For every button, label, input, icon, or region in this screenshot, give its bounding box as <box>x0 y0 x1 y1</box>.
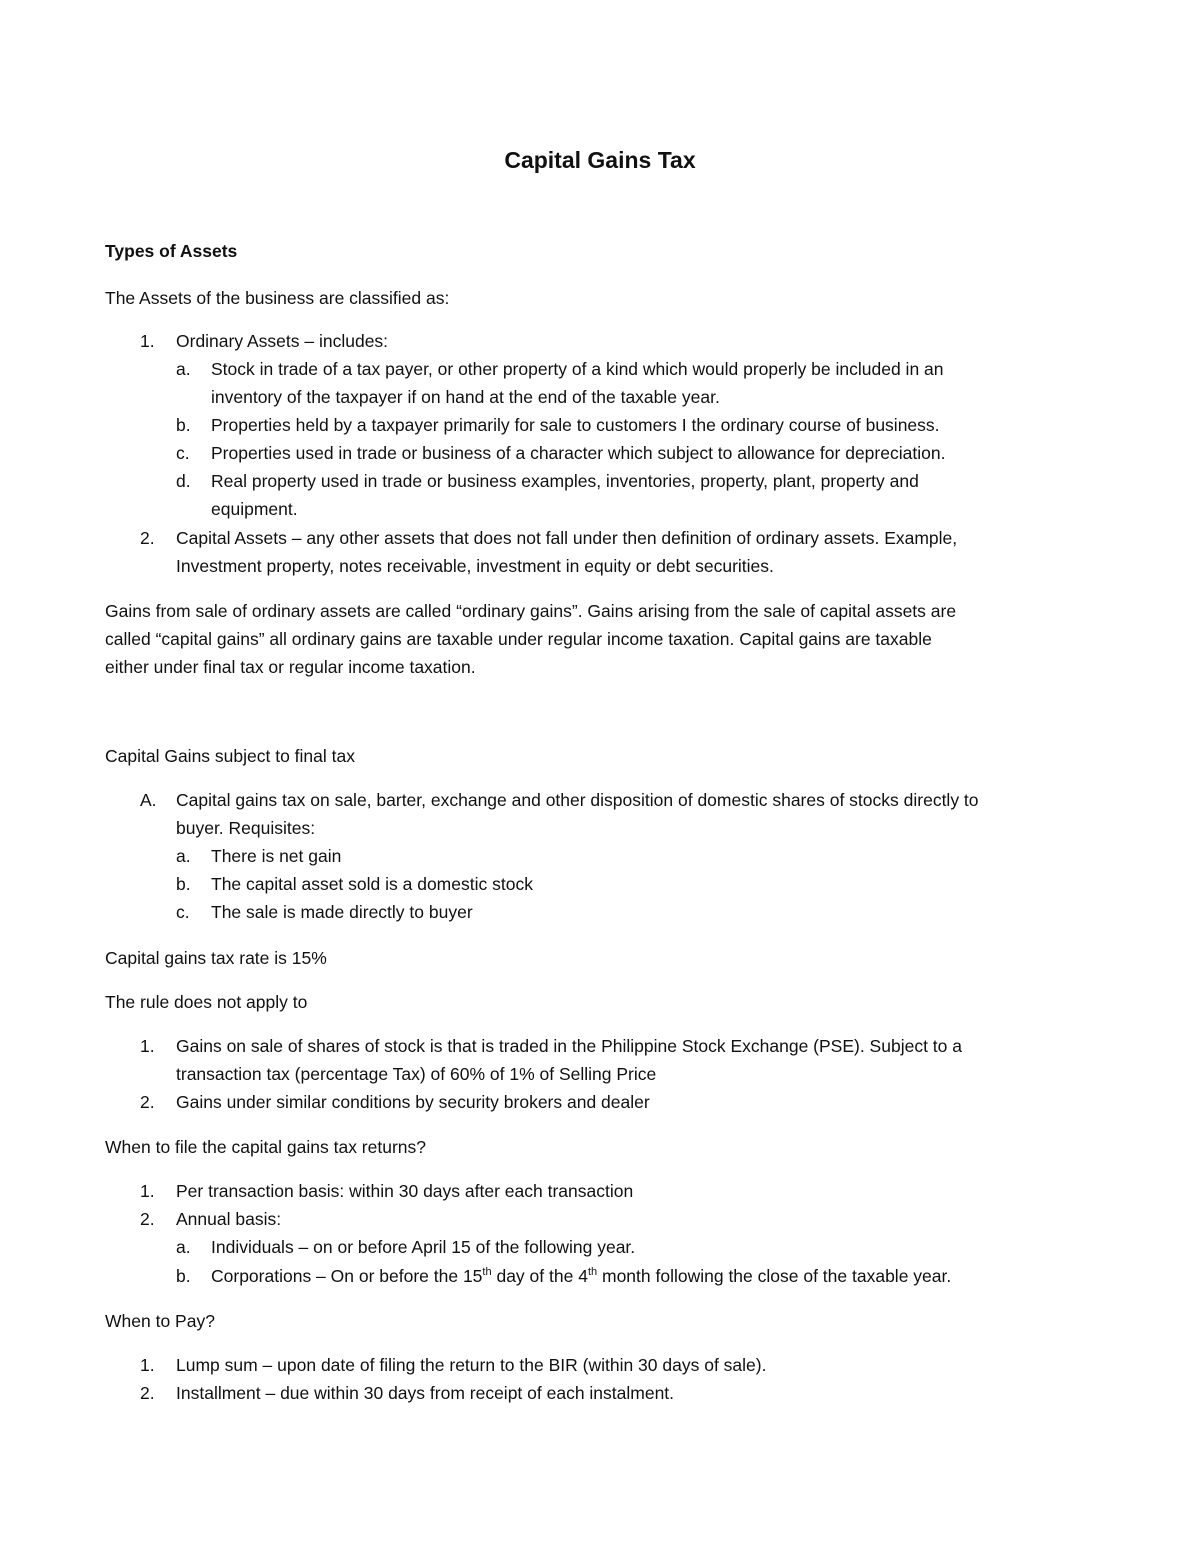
paragraph-line: either under final tax or regular income taxation. <box>105 657 476 677</box>
section-heading: Capital Gains subject to final tax <box>105 746 355 766</box>
list-item-text: Ordinary Assets – includes: <box>176 331 389 351</box>
list-item-text: Gains on sale of shares of stock is that is traded in the Philippine Stock Exchange (PSE). Subject to a <box>176 1036 962 1056</box>
list-number: 2. <box>140 1092 155 1112</box>
sublist-letter: b. <box>176 415 191 435</box>
list-number: 1. <box>140 1181 155 1201</box>
sublist-letter: c. <box>176 902 190 922</box>
list-item-text: Lump sum – upon date of filing the return to the BIR (within 30 days of sale). <box>176 1355 767 1375</box>
sublist-item-text: inventory of the taxpayer if on hand at the end of the taxable year. <box>211 387 720 407</box>
list-item-text: Capital Assets – any other assets that does not fall under then definition of ordinary assets. Example, <box>176 528 958 548</box>
list-number: 1. <box>140 1355 155 1375</box>
list-number: 2. <box>140 528 155 548</box>
list-number: 1. <box>140 331 155 351</box>
tax-rate-text: Capital gains tax rate is 15% <box>105 948 327 968</box>
superscript: th <box>482 1266 492 1279</box>
document-title: Capital Gains Tax <box>504 147 696 173</box>
section-heading: When to file the capital gains tax returns? <box>105 1137 427 1157</box>
list-item-text: buyer. Requisites: <box>176 818 316 838</box>
superscript: th <box>587 1266 598 1279</box>
list-item-text: Per transaction basis: within 30 days after each transaction <box>176 1181 634 1201</box>
sublist-item-text: Real property used in trade or business examples, inventories, property, plant, property and <box>211 471 919 491</box>
text-part: month following the close of the taxable year. <box>597 1266 952 1286</box>
sublist-item-text: equipment. <box>211 499 298 519</box>
section-heading: When to Pay? <box>105 1311 215 1331</box>
sublist-item-text: Individuals – on or before April 15 of the following year. <box>211 1237 636 1257</box>
sublist-item-text: There is net gain <box>211 846 342 866</box>
paragraph-line: called “capital gains” all ordinary gains are taxable under regular income taxation. Capital gains are taxable <box>105 629 932 649</box>
list-number: 1. <box>140 1036 155 1056</box>
list-number: 2. <box>140 1209 155 1229</box>
types-intro: The Assets of the business are classified as: <box>105 288 450 308</box>
list-item-text: Capital gains tax on sale, barter, exchange and other disposition of domestic shares of stocks directly to <box>176 790 979 810</box>
paragraph-line: Gains from sale of ordinary assets are called “ordinary gains”. Gains arising from the sale of capital assets are <box>105 601 957 621</box>
sublist-item-text <box>211 1262 951 1290</box>
sublist-item-text: The sale is made directly to buyer <box>211 902 473 922</box>
text-part: Corporations – On or before the 15 <box>211 1266 483 1286</box>
sublist-item-text: The capital asset sold is a domestic stock <box>211 874 533 894</box>
text-part: day of the 4 <box>491 1266 588 1286</box>
sublist-item-text: Properties held by a taxpayer primarily for sale to customers I the ordinary course of business. <box>211 415 940 435</box>
sublist-letter: d. <box>176 471 191 491</box>
sublist-letter: a. <box>176 359 191 379</box>
list-item-text: Annual basis: <box>176 1209 282 1229</box>
list-item-text: Investment property, notes receivable, investment in equity or debt securities. <box>176 556 774 576</box>
list-item-text: Installment – due within 30 days from receipt of each instalment. <box>176 1383 675 1403</box>
sublist-letter: a. <box>176 846 191 866</box>
sublist-item-text: Stock in trade of a tax payer, or other property of a kind which would properly be included in an <box>211 359 944 379</box>
sublist-letter: b. <box>176 874 191 894</box>
types-heading: Types of Assets <box>105 241 238 261</box>
list-item-text: transaction tax (percentage Tax) of 60% of 1% of Selling Price <box>176 1064 657 1084</box>
list-item-text: Gains under similar conditions by security brokers and dealer <box>176 1092 650 1112</box>
sublist-letter: c. <box>176 443 190 463</box>
list-number: A. <box>140 790 157 810</box>
section-heading: The rule does not apply to <box>105 992 308 1012</box>
sublist-letter: a. <box>176 1237 191 1257</box>
sublist-item-text: Properties used in trade or business of a character which subject to allowance for depreciation. <box>211 443 946 463</box>
list-number: 2. <box>140 1383 155 1403</box>
sublist-letter: b. <box>176 1266 191 1286</box>
